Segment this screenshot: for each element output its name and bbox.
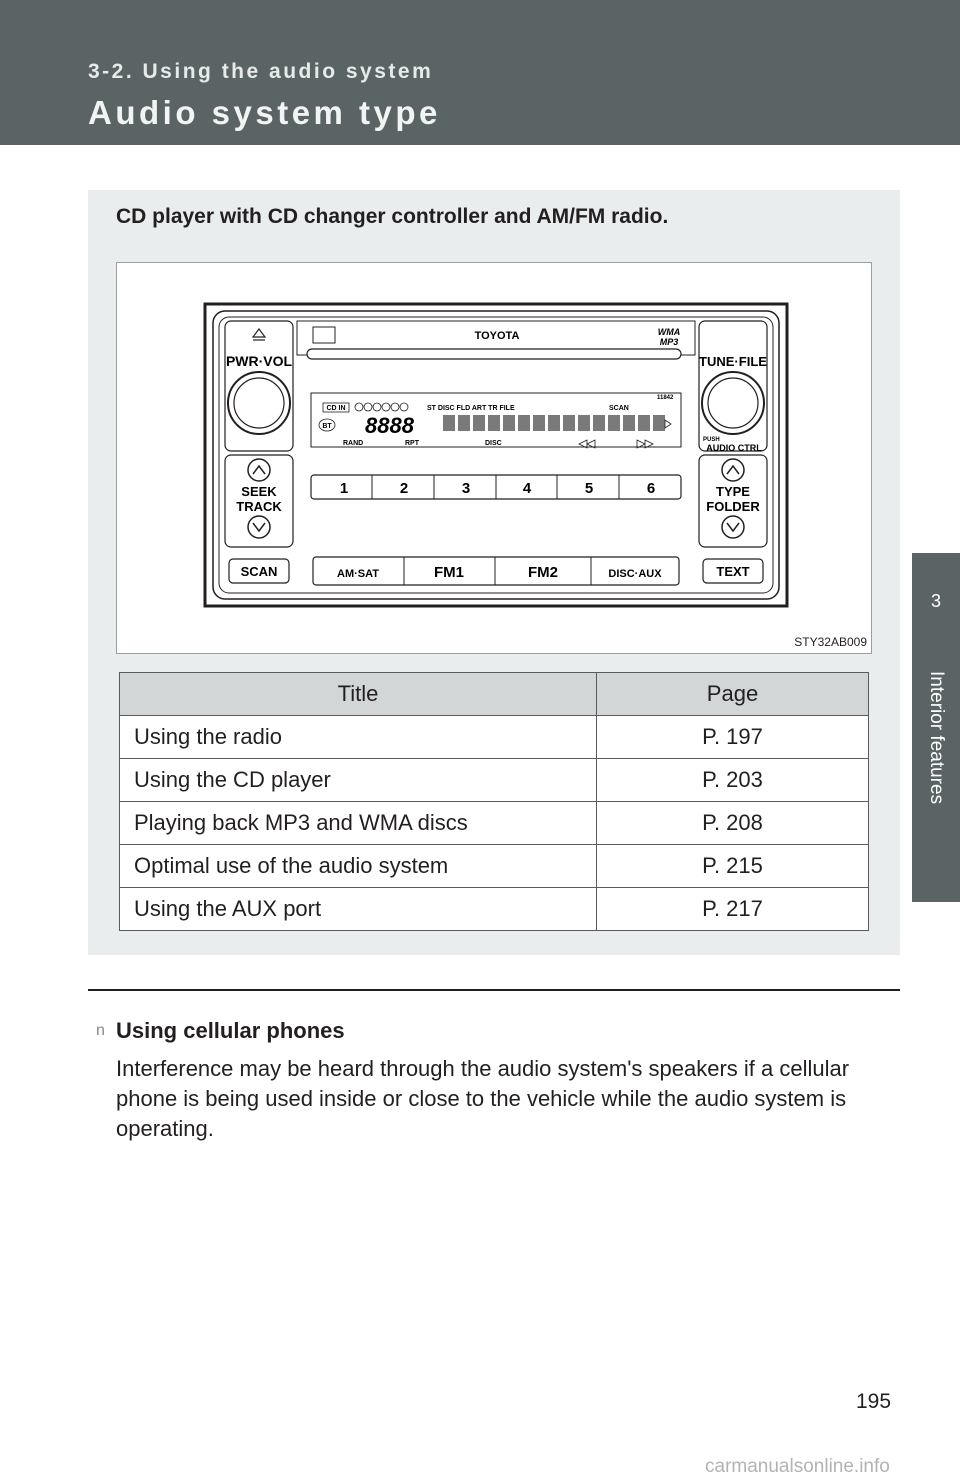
display-top-labels: ST DISC FLD ART TR FILE bbox=[427, 405, 515, 412]
column-header-title: Title bbox=[120, 673, 597, 716]
tune-file-label: TUNE·FILE bbox=[699, 354, 767, 369]
note-heading: Using cellular phones bbox=[116, 1018, 345, 1043]
preset-4: 4 bbox=[522, 480, 532, 497]
chapter-tab-label: Interior features bbox=[926, 671, 947, 805]
display-disc: DISC bbox=[485, 440, 502, 447]
preset-6: 6 bbox=[646, 480, 656, 497]
row-title: Optimal use of the audio system bbox=[120, 845, 597, 888]
preset-2: 2 bbox=[399, 480, 409, 497]
panel-caption: CD player with CD changer controller and AM/FM radio. bbox=[116, 205, 669, 228]
section-breadcrumb: 3-2. Using the audio system bbox=[88, 60, 434, 83]
row-page: P. 208 bbox=[597, 802, 869, 845]
preset-1: 1 bbox=[339, 480, 349, 497]
display-cdin: CD IN bbox=[326, 405, 346, 412]
row-title: Playing back MP3 and WMA discs bbox=[120, 802, 597, 845]
band-fm2: FM2 bbox=[528, 564, 558, 581]
row-title: Using the radio bbox=[120, 716, 597, 759]
push-label: PUSH bbox=[703, 437, 720, 443]
chapter-tab-number: 3 bbox=[912, 553, 960, 657]
audio-unit-drawing bbox=[117, 263, 873, 655]
page-reference-table bbox=[119, 672, 869, 931]
preset-3: 3 bbox=[461, 480, 471, 497]
display-digits: 8888 bbox=[365, 413, 414, 438]
track-label: TRACK bbox=[236, 499, 282, 514]
folder-label: FOLDER bbox=[706, 499, 760, 514]
display-bt: BT bbox=[322, 423, 332, 430]
table-row bbox=[120, 759, 869, 802]
page-title: Audio system type bbox=[88, 94, 441, 131]
wma-label: WMA bbox=[657, 327, 681, 337]
note-body: Interference may be heard through the audio system's speakers if a cellular phone is being used inside or close to the vehicle while the audio system is operating. bbox=[116, 1056, 850, 1141]
audio-ctrl-label: AUDIO CTRL bbox=[706, 443, 762, 453]
row-page: P. 203 bbox=[597, 759, 869, 802]
scan-button-label: SCAN bbox=[240, 564, 278, 579]
table-row bbox=[120, 845, 869, 888]
table-header-row bbox=[120, 673, 869, 716]
bullet-marker: n bbox=[96, 1022, 105, 1039]
display-scan: SCAN bbox=[609, 405, 629, 412]
section-divider bbox=[88, 989, 900, 991]
audio-unit-illustration bbox=[116, 262, 872, 654]
table-row bbox=[120, 802, 869, 845]
table-row bbox=[120, 716, 869, 759]
brand-label: TOYOTA bbox=[474, 330, 520, 342]
row-page: P. 215 bbox=[597, 845, 869, 888]
row-title: Using the AUX port bbox=[120, 888, 597, 931]
display-rand: RAND bbox=[343, 440, 364, 447]
preset-5: 5 bbox=[584, 480, 594, 497]
watermark: carmanualsonline.info bbox=[705, 1456, 890, 1477]
page-number: 195 bbox=[856, 1390, 892, 1413]
seek-label: SEEK bbox=[241, 484, 277, 499]
display-code: 11842 bbox=[657, 395, 674, 401]
column-header-page: Page bbox=[597, 673, 869, 716]
type-label: TYPE bbox=[716, 484, 750, 499]
text-button-label: TEXT bbox=[716, 564, 750, 579]
mp3-label: MP3 bbox=[659, 337, 679, 347]
row-page: P. 197 bbox=[597, 716, 869, 759]
row-page: P. 217 bbox=[597, 888, 869, 931]
band-fm1: FM1 bbox=[434, 564, 464, 581]
page-header bbox=[0, 0, 960, 145]
chapter-tab bbox=[912, 657, 960, 902]
table-row bbox=[120, 888, 869, 931]
band-discaux: DISC·AUX bbox=[608, 568, 662, 580]
display-rpt: RPT bbox=[405, 440, 419, 447]
row-title: Using the CD player bbox=[120, 759, 597, 802]
band-amsat: AM·SAT bbox=[337, 568, 379, 580]
pwr-vol-label: PWR·VOL bbox=[225, 353, 293, 369]
illustration-code: STY32AB009 bbox=[794, 635, 867, 649]
